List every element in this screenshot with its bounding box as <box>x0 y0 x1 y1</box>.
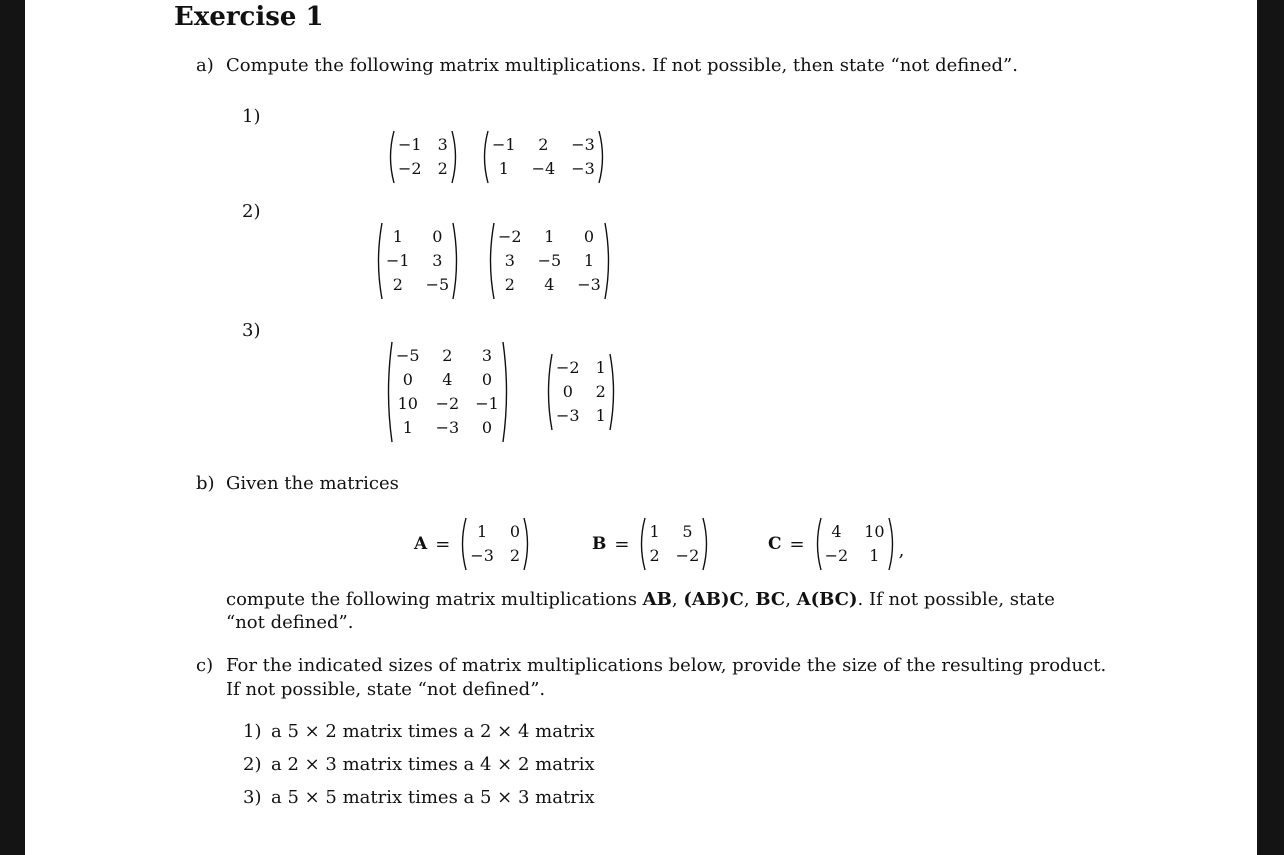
matrix-entry: 10 <box>864 522 885 541</box>
matrix-entry: −2 <box>498 227 522 246</box>
matrix-entry: 1 <box>477 522 488 541</box>
product-a-bc: A(BC) <box>796 589 858 610</box>
matrix-entry: −4 <box>531 159 556 178</box>
matrix-entry: 5 <box>682 522 693 541</box>
matrix-entry: 3 <box>432 251 443 270</box>
left-parenthesis <box>374 222 384 300</box>
right-parenthesis <box>603 222 613 300</box>
right-parenthesis <box>522 517 532 571</box>
matrix-entry: −3 <box>571 159 595 178</box>
part-b-task-line-1: compute the following matrix multiplications AB, (AB)C, BC, A(BC). If not possible, state <box>226 589 1055 610</box>
matrix-c-definition <box>768 517 904 571</box>
right-parenthesis <box>608 353 618 431</box>
matrix-entry: 0 <box>402 370 413 389</box>
matrix-entry: −2 <box>398 159 422 178</box>
part-c-item-1: a 5 × 2 matrix times a 2 × 4 matrix <box>271 721 595 742</box>
part-b-intro: Given the matrices <box>226 473 399 494</box>
matrix-entry: 1 <box>392 227 403 246</box>
part-b-task-pre: compute the following matrix multiplications <box>226 589 643 610</box>
matrix-b-label: B <box>592 534 607 554</box>
matrix-entry: 2 <box>442 346 453 365</box>
matrix-entry: 0 <box>432 227 443 246</box>
matrix-entry: −1 <box>386 251 410 270</box>
matrix-c <box>813 517 897 571</box>
left-parenthesis <box>544 353 554 431</box>
part-b-task-line-2: “not defined”. <box>226 612 354 633</box>
matrix-entry: 1 <box>544 227 555 246</box>
part-c-item-2: a 2 × 3 matrix times a 4 × 2 matrix <box>271 754 595 775</box>
matrix-list-comma: , <box>898 539 905 561</box>
part-a-item-2-marker: 2) <box>242 201 261 222</box>
part-c-item-3: a 5 × 5 matrix times a 5 × 3 matrix <box>271 787 595 808</box>
matrix-entry: 1 <box>498 159 509 178</box>
matrix-entry: −1 <box>398 135 422 154</box>
matrix-entries <box>492 134 595 180</box>
matrix-a-definition <box>414 517 532 571</box>
matrix-entry: −5 <box>537 251 562 270</box>
part-c-line-1: For the indicated sizes of matrix multiplications below, provide the size of the resulting product. <box>226 655 1107 676</box>
a1-left-matrix <box>386 130 460 184</box>
matrix-c-label: C <box>768 534 782 554</box>
a3-left-matrix <box>384 341 511 443</box>
right-parenthesis <box>501 341 511 443</box>
left-parenthesis <box>384 341 394 443</box>
left-parenthesis <box>480 130 490 184</box>
matrix-entry: −2 <box>435 394 460 413</box>
matrix-a-equals: = <box>435 533 451 555</box>
right-parenthesis <box>887 517 897 571</box>
part-c-item-1-marker: 1) <box>243 721 262 742</box>
matrix-entry: 1 <box>649 522 660 541</box>
product-ab: AB <box>642 589 672 610</box>
part-a-item-3-marker: 3) <box>242 320 261 341</box>
matrix-entry: 3 <box>504 251 515 270</box>
matrix-a <box>458 517 532 571</box>
matrix-entry: 1 <box>583 251 595 270</box>
matrix-entry: −3 <box>571 135 595 154</box>
part-c-marker: c) <box>196 655 214 676</box>
matrix-entry: −3 <box>577 275 601 294</box>
left-parenthesis <box>458 517 468 571</box>
part-c-item-3-marker: 3) <box>243 787 262 808</box>
matrix-entry: −1 <box>492 135 516 154</box>
matrix-entry: 1 <box>595 358 606 377</box>
matrix-entries <box>470 521 520 567</box>
a3-right-matrix <box>544 353 618 431</box>
matrix-entry: 0 <box>583 227 595 246</box>
a1-right-matrix <box>480 130 607 184</box>
part-b-marker: b) <box>196 473 215 494</box>
matrix-entry: −5 <box>396 346 420 365</box>
part-b-task-post: . If not possible, state <box>857 589 1055 610</box>
matrix-entries <box>398 134 448 180</box>
part-c-item-2-marker: 2) <box>243 754 262 775</box>
right-parenthesis <box>701 517 711 571</box>
matrix-entry: 4 <box>831 522 842 541</box>
matrix-c-equals: = <box>789 533 805 555</box>
matrix-entry: 10 <box>397 394 418 413</box>
matrix-entry: −3 <box>470 546 494 565</box>
a2-right-matrix <box>486 222 613 300</box>
part-a-text: Compute the following matrix multiplications. If not possible, then state “not defined”. <box>226 55 1018 76</box>
matrix-entry: −5 <box>425 275 450 294</box>
left-parenthesis <box>486 222 496 300</box>
right-parenthesis <box>451 222 461 300</box>
matrix-entry: 1 <box>595 406 606 425</box>
left-parenthesis <box>637 517 647 571</box>
product-ab-c: (AB)C <box>683 589 744 610</box>
document-page <box>25 0 1257 855</box>
part-a-item-1-marker: 1) <box>242 106 261 127</box>
matrix-entry: 1 <box>869 546 880 565</box>
matrix-entry: −1 <box>475 394 499 413</box>
matrix-b <box>637 517 711 571</box>
matrix-entries <box>649 521 699 567</box>
matrix-entry: 3 <box>481 346 493 365</box>
right-parenthesis <box>597 130 607 184</box>
part-c-line-2: If not possible, state “not defined”. <box>226 679 546 700</box>
matrix-entry: 2 <box>538 135 549 154</box>
matrix-entries <box>386 226 449 296</box>
matrix-entry: 4 <box>544 275 555 294</box>
matrix-entry: 2 <box>504 275 515 294</box>
matrix-entries <box>498 226 601 296</box>
a2-left-matrix <box>374 222 461 300</box>
right-parenthesis <box>450 130 460 184</box>
matrix-entry: −2 <box>675 546 700 565</box>
exercise-title: Exercise 1 <box>174 2 324 32</box>
matrix-entry: 2 <box>392 275 403 294</box>
left-parenthesis <box>813 517 823 571</box>
matrix-entry: 0 <box>481 418 493 437</box>
matrix-entry: 2 <box>509 546 521 565</box>
matrix-entries <box>556 357 606 427</box>
matrix-entries <box>396 345 499 439</box>
matrix-entry: 2 <box>437 159 448 178</box>
matrix-entry: −3 <box>435 418 460 437</box>
matrix-entry: 2 <box>649 546 660 565</box>
matrix-entry: 1 <box>402 418 413 437</box>
matrix-entry: 0 <box>562 382 573 401</box>
matrix-entry: −3 <box>556 406 580 425</box>
matrix-b-definition <box>592 517 711 571</box>
matrix-entry: 2 <box>595 382 606 401</box>
matrix-entry: 0 <box>509 522 521 541</box>
part-a-marker: a) <box>196 55 214 76</box>
left-parenthesis <box>386 130 396 184</box>
matrix-entry: 3 <box>437 135 448 154</box>
matrix-entry: −2 <box>556 358 580 377</box>
product-bc: BC <box>755 589 786 610</box>
matrix-b-equals: = <box>614 533 630 555</box>
matrix-entry: 4 <box>442 370 453 389</box>
matrix-a-label: A <box>414 534 428 554</box>
matrix-entries <box>825 521 885 567</box>
matrix-entry: 0 <box>481 370 493 389</box>
matrix-entry: −2 <box>824 546 849 565</box>
